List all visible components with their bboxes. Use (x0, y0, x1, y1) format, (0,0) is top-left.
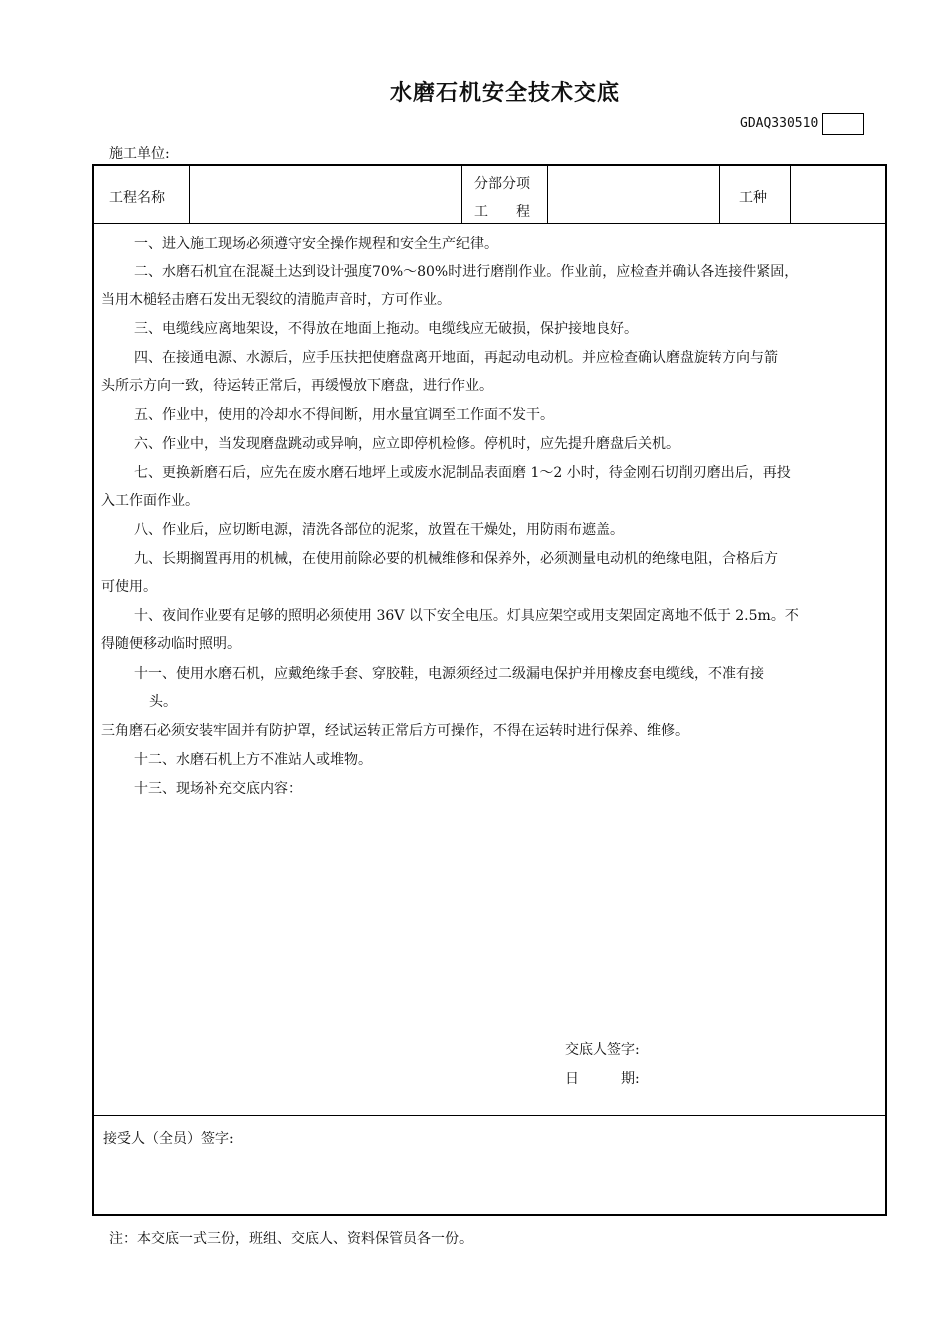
item-5: 五、作业中，使用的冷却水不得间断，用水量宜调至工作面不发干。 (134, 407, 554, 423)
sub-project-label: 分部分项 (474, 176, 530, 192)
item-11: 十一、使用水磨石机，应戴绝缘手套、穿胶鞋，电源须经过二级漏电保护并用橡皮套电缆线，不准有接 (134, 666, 764, 682)
item-3: 三、电缆线应离地架设，不得放在地面上拖动。电缆线应无破损，保护接地良好。 (134, 321, 638, 337)
item-10-cont: 得随便移动临时照明。 (101, 636, 241, 652)
document-code: GDAQ330510 (740, 116, 819, 131)
item-1: 一、进入施工现场必须遵守安全操作规程和安全生产纪律。 (134, 236, 498, 252)
item-13: 十三、现场补充交底内容： (134, 781, 302, 797)
item-10: 十、夜间作业要有足够的照明必须使用 36V 以下安全电压。灯具应架空或用支架固定离地不低于 2.5m。不 (134, 608, 799, 624)
item-7: 七、更换新磨石后，应先在废水磨石地坪上或废水泥制品表面磨 1～2 小时，待金刚石切削刃磨出后，再投 (134, 465, 791, 481)
item-9: 九、长期搁置再用的机械，在使用前除必要的机械维修和保养外，必须测量电动机的绝缘电阻，合格后方 (134, 551, 778, 567)
item-12: 十二、水磨石机上方不准站人或堆物。 (134, 752, 372, 768)
sub-project-label-line2: 工 程 (474, 204, 530, 220)
form-header-row (94, 166, 885, 224)
receiver-divider (94, 1115, 885, 1116)
receiver-signature-label: 接受人（全员）签字: (103, 1131, 234, 1147)
trade-label: 工种 (739, 190, 767, 206)
item-7-cont: 入工作面作业。 (101, 493, 199, 509)
item-9-cont: 可使用。 (101, 579, 157, 595)
document-title: 水磨石机安全技术交底 (389, 81, 620, 106)
item-2: 二、水磨石机宜在混凝土达到设计强度70%～80%时进行磨削作业。作业前，应检查并确认各连接件紧固， (134, 264, 799, 280)
sub-project-field[interactable] (548, 167, 718, 223)
trade-field[interactable] (791, 167, 885, 223)
item-8: 八、作业后，应切断电源，清洗各部位的泥浆，放置在干燥处，用防雨布遮盖。 (134, 522, 624, 538)
item-4-cont: 头所示方向一致，待运转正常后，再缓慢放下磨盘，进行作业。 (101, 378, 493, 394)
construction-unit-label: 施工单位: (109, 146, 170, 162)
footer-note: 注：本交底一式三份，班组、交底人、资料保管员各一份。 (109, 1231, 473, 1247)
item-6: 六、作业中，当发现磨盘跳动或异响，应立即停机检修。停机时，应先提升磨盘后关机。 (134, 436, 680, 452)
project-name-field[interactable] (190, 167, 460, 223)
project-name-label: 工程名称 (109, 190, 165, 206)
item-11-cont: 头。 (149, 694, 177, 710)
item-4: 四、在接通电源、水源后，应手压扶把使磨盘离开地面，再起动电动机。并应检查确认磨盘旋转方向与箭 (134, 350, 778, 366)
disclosure-form (92, 164, 887, 1216)
item-2-cont: 当用木槌轻击磨石发出无裂纹的清脆声音时，方可作业。 (101, 292, 451, 308)
disclosure-date-label: 日 期: (565, 1071, 640, 1087)
item-11-extra: 三角磨石必须安装牢固并有防护罩，经试运转正常后方可操作，不得在运转时进行保养、维修。 (101, 723, 689, 739)
discloser-signature-label: 交底人签字: (565, 1042, 640, 1058)
code-suffix-box[interactable] (822, 113, 864, 135)
